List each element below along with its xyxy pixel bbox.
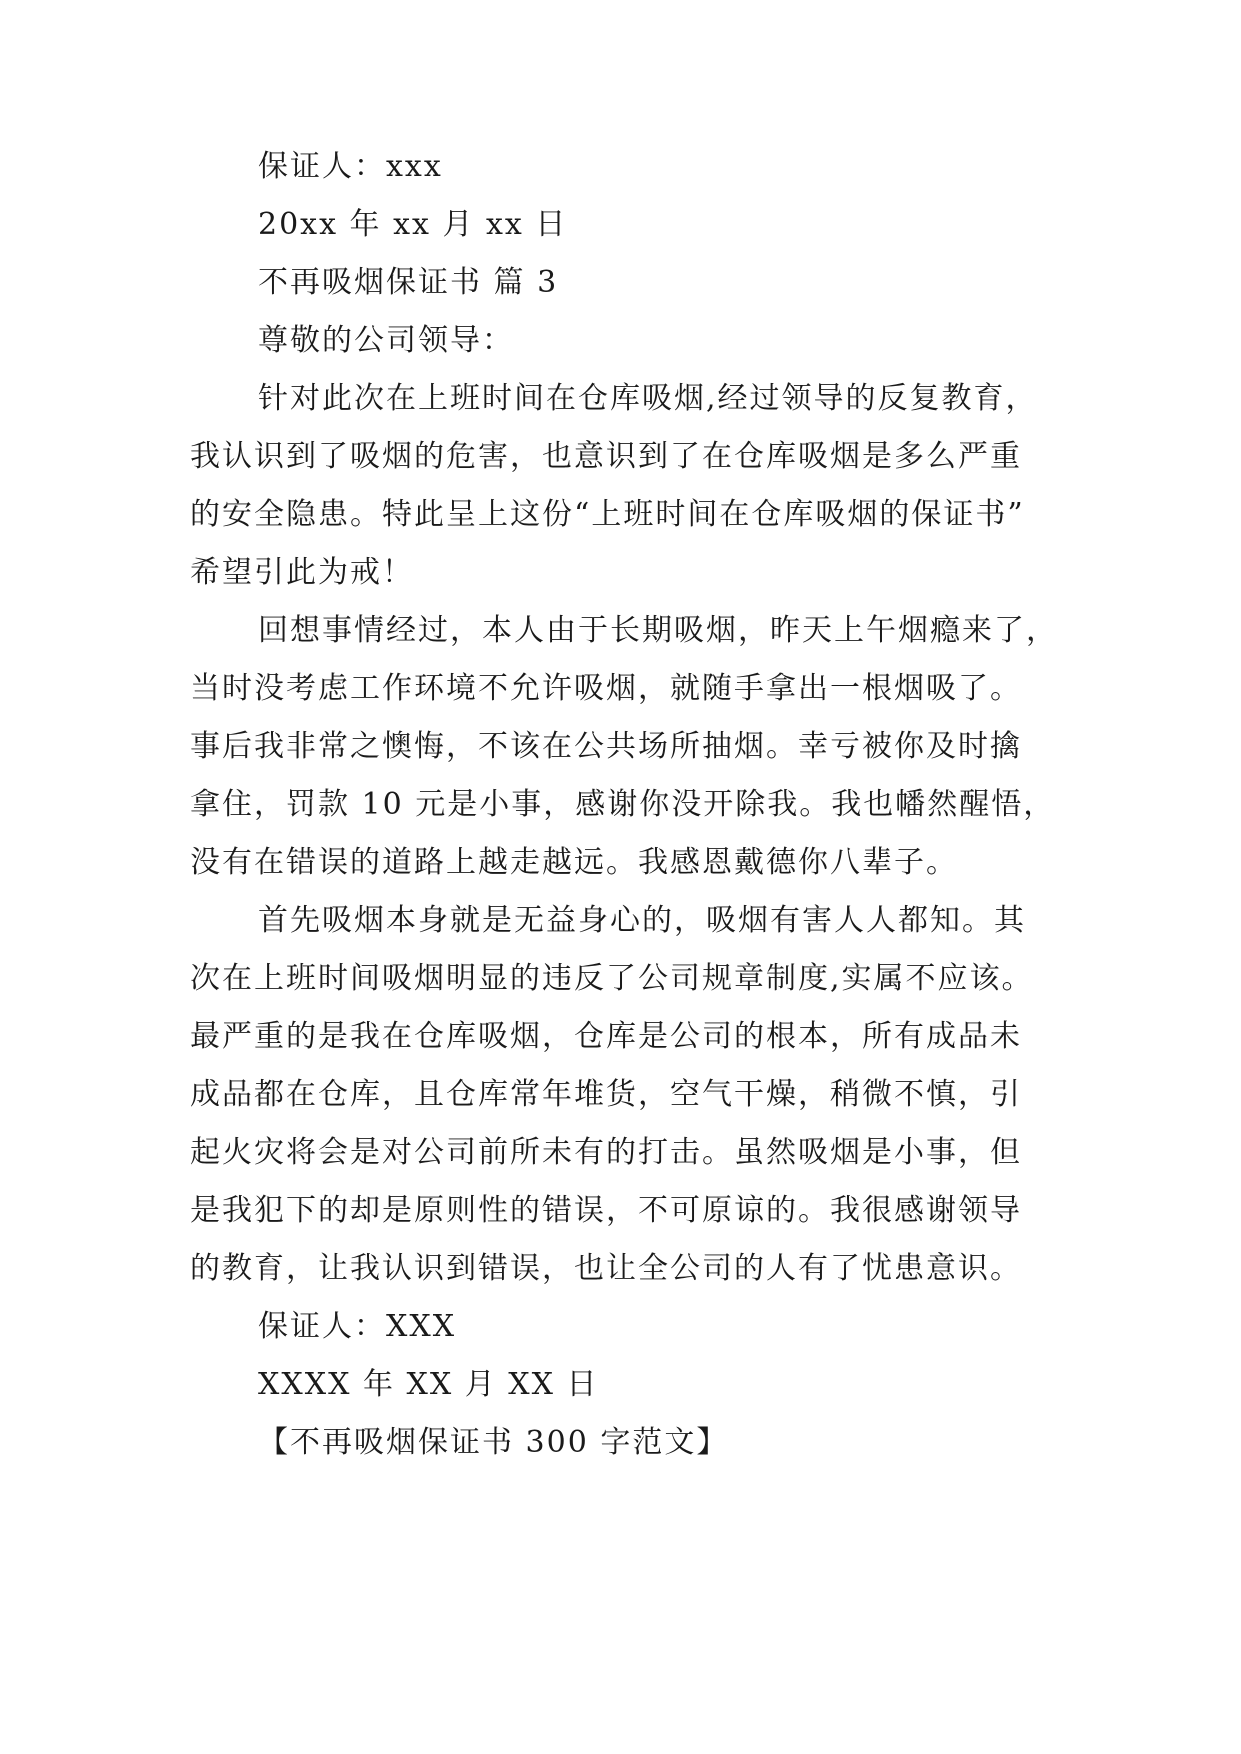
date-line-1: 20xx 年 xx 月 xx 日 xyxy=(258,207,568,242)
paragraph-3-line-1: 首先吸烟本身就是无益身心的，吸烟有害人人都知。其 xyxy=(258,903,1026,938)
paragraph-1-line-3: 的安全隐患。特此呈上这份“上班时间在仓库吸烟的保证书” xyxy=(190,497,1025,532)
guarantor-line-1: 保证人：xxx xyxy=(258,149,443,184)
guarantor-line-2: 保证人：XXX xyxy=(258,1309,457,1344)
footer-title: 【不再吸烟保证书 300 字范文】 xyxy=(258,1425,729,1460)
paragraph-1-line-2: 我认识到了吸烟的危害，也意识到了在仓库吸烟是多么严重 xyxy=(190,439,1022,474)
paragraph-3-line-2: 次在上班时间吸烟明显的违反了公司规章制度,实属不应该。 xyxy=(190,961,1034,996)
paragraph-2-line-3: 事后我非常之懊悔，不该在公共场所抽烟。幸亏被你及时擒 xyxy=(190,729,1022,764)
paragraph-2-line-1: 回想事情经过，本人由于长期吸烟，昨天上午烟瘾来了， xyxy=(258,613,1058,648)
section-title: 不再吸烟保证书 篇 3 xyxy=(258,265,559,300)
paragraph-1-line-4: 希望引此为戒！ xyxy=(190,555,414,590)
paragraph-3-line-3: 最严重的是我在仓库吸烟，仓库是公司的根本，所有成品未 xyxy=(190,1019,1022,1054)
paragraph-2-line-4: 拿住，罚款 10 元是小事，感谢你没开除我。我也幡然醒悟， xyxy=(190,787,1056,822)
salutation: 尊敬的公司领导： xyxy=(258,323,514,358)
paragraph-3-line-7: 的教育，让我认识到错误，也让全公司的人有了忧患意识。 xyxy=(190,1251,1022,1286)
paragraph-2-line-2: 当时没考虑工作环境不允许吸烟，就随手拿出一根烟吸了。 xyxy=(190,671,1022,706)
paragraph-1-line-1: 针对此次在上班时间在仓库吸烟,经过领导的反复教育， xyxy=(258,381,1038,416)
date-line-2: XXXX 年 XX 月 XX 日 xyxy=(258,1367,599,1402)
paragraph-3-line-6: 是我犯下的却是原则性的错误，不可原谅的。我很感谢领导 xyxy=(190,1193,1022,1228)
paragraph-3-line-5: 起火灾将会是对公司前所未有的打击。虽然吸烟是小事，但 xyxy=(190,1135,1022,1170)
paragraph-2-line-5: 没有在错误的道路上越走越远。我感恩戴德你八辈子。 xyxy=(190,845,958,880)
paragraph-3-line-4: 成品都在仓库，且仓库常年堆货，空气干燥，稍微不慎，引 xyxy=(190,1077,1022,1112)
